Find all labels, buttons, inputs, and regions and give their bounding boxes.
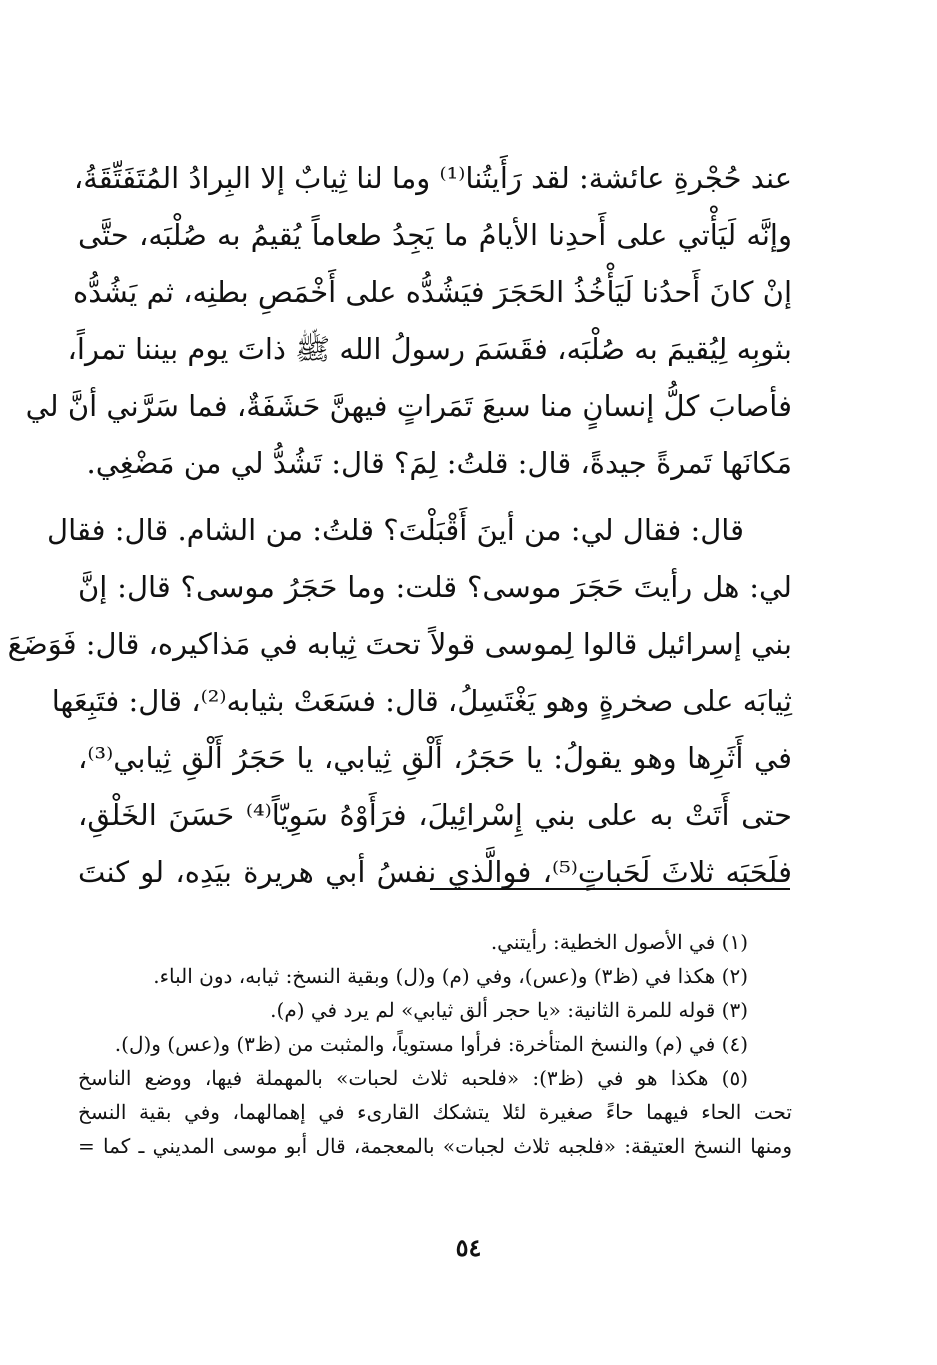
text-line: في أَثَرِها وهو يقولُ: يا حَجَرُ، أَلْقِ ثِيابي، يا حَجَرُ أَلْقِ ثِيابي⁽³⁾، xyxy=(78,741,792,775)
footnotes-block xyxy=(78,925,792,1163)
text-line: بني إسرائيل قالوا لِموسى قولاً تحتَ ثِيابه في مَذاكيره، قال: فَوَضَعَ xyxy=(7,627,792,661)
text-line: وإنَّه لَيَأْتي على أَحدِنا الأيامُ ما يَجِدُ طعاماً يُقيمُ به صُلْبَه، حتَّى xyxy=(78,218,792,252)
paragraph-2 xyxy=(7,502,792,901)
paragraph-gap xyxy=(78,492,792,502)
text-line: ثِيابَه على صخرةٍ وهو يَغْتَسِلُ، قال: فسَعَتْ بثيابه⁽²⁾، قال: فتَبِعَها xyxy=(51,684,792,718)
text-line: قال: فقال لي: من أينَ أَقْبَلْتَ؟ قلتُ: من الشام. قال: فقال xyxy=(47,513,744,547)
main-text-block xyxy=(7,150,792,901)
footnote-line: (٤) في (م) والنسخ المتأخرة: فرأوا مستوياً، والمثبت من (ظ٣) و(عس) و(ل). xyxy=(114,1032,748,1056)
text-line: لي: هل رأيتَ حَجَرَ موسى؟ قلت: وما حَجَرُ موسى؟ قال: إنَّ xyxy=(78,570,792,604)
footnote-separator xyxy=(430,888,790,890)
text-line: عند حُجْرةِ عائشة: لقد رَأَيتُنا⁽¹⁾ وما لنا ثِيابٌ إلا البِرادُ المُتَفَتِّقَةُ، xyxy=(73,161,792,195)
text-line: بثوبِه لِيُقيمَ به صُلْبَه، فقَسَمَ رسولُ الله ﷺ ذاتَ يوم بيننا تمراً، xyxy=(67,332,792,366)
text-line: فلَحَبَه ثلاثَ لَحَباتٍ⁽⁵⁾، فوالَّذي نفسُ أبي هريرة بيَدِه، لو كنتَ xyxy=(78,855,792,889)
footnote-line: تحت الحاء فيهما حاءً صغيرة لئلا يتشكك القارىء في إهمالهما، وفي بقية النسخ xyxy=(78,1100,792,1124)
page-number: ٥٤ xyxy=(455,1233,482,1262)
text-line: فأصابَ كلُّ إنسانٍ منا سبعَ تَمَراتٍ فيهنَّ حَشَفَةٌ، فما سَرَّني أنَّ لي xyxy=(25,389,792,423)
footnote-line: ومنها النسخ العتيقة: «فلجبه ثلاث لجبات» بالمعجمة، قال أبو موسى المديني ـ كما = xyxy=(78,1134,792,1158)
text-line: مَكانَها تَمرةً جيدةً، قال: قلتُ: لِمَ؟ قال: تَشُدُّ لي من مَضْغِي. xyxy=(86,446,792,480)
footnote-line: (٥) هكذا هو في (ظ٣): «فلحبه ثلاث لحبات» بالمهملة فيها، ووضع الناسخ xyxy=(78,1066,748,1090)
text-line: حتى أَتَتْ به على بني إِسْرائِيلَ، فرَأَوْهُ سَوِيّاً⁽⁴⁾ حَسَنَ الخَلْقِ، xyxy=(78,798,792,832)
footnote-line: (٣) قوله للمرة الثانية: «يا حجر ألق ثيابي» لم يرد في (م). xyxy=(270,998,748,1022)
paragraph-1 xyxy=(25,150,792,492)
footnote-line: (٢) هكذا في (ظ٣) و(عس)، وفي (م) و(ل) وبقية النسخ: ثيابه، دون الباء. xyxy=(153,964,748,988)
footnote-line: (١) في الأصول الخطية: رأيتني. xyxy=(490,930,748,954)
text-line: إنْ كانَ أَحدُنا لَيَأْخُذُ الحَجَرَ فيَشُدُّه على أَخْمَصِ بطنِه، ثم يَشُدُّه xyxy=(73,275,792,309)
